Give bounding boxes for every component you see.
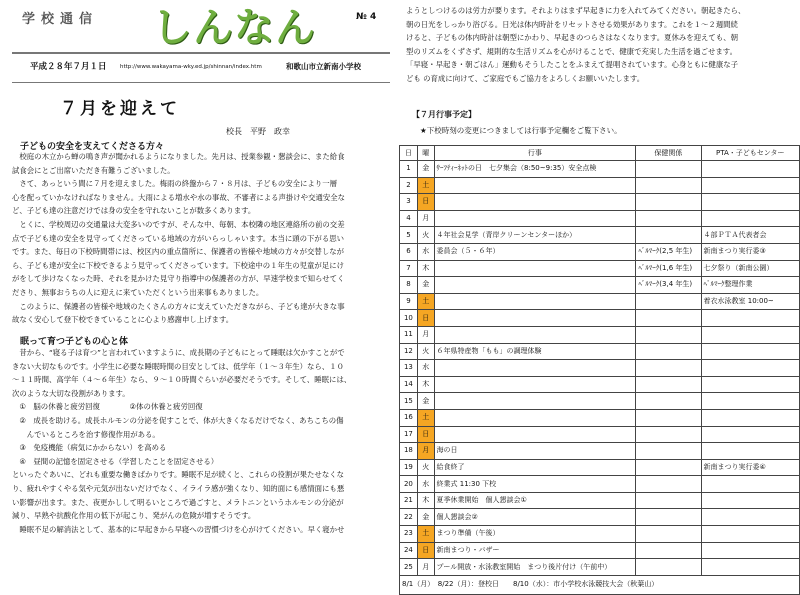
schedule-day: 7: [400, 260, 418, 277]
schedule-row: [400, 409, 800, 426]
schedule-day: 8: [400, 277, 418, 294]
masthead-title: しんなん: [152, 5, 316, 51]
schedule-health: [636, 559, 701, 576]
text-line: 次のような大切な役割があります。: [12, 388, 130, 398]
schedule-row: [400, 526, 800, 543]
schedule-health: [636, 476, 701, 493]
schedule-health: [636, 210, 701, 227]
schedule-event: [434, 360, 636, 377]
schedule-pta: [701, 526, 799, 543]
text-line: ① 脳の休養と疲労回復 ②体の休養と疲労回復: [12, 402, 203, 412]
text-line: がをして歩けなくなった時、それを見かけた見守り指導中の保護者の方が、早速学校まで知らせてく: [12, 274, 345, 284]
schedule-pta: [701, 210, 799, 227]
text-line: ～１１時間、高学年（４～６年生）なら、９～１０時間ぐらいが必要だそうです。そして、睡眠には、: [12, 375, 352, 385]
schedule-health: [636, 509, 701, 526]
schedule-row: [400, 194, 800, 211]
text-line: 朝の日光をしっかり浴びる。日光は体内時計をリセットさせる効果があります。これを１～２週間続: [406, 19, 738, 29]
schedule-event: 終業式 11:30 下校: [434, 476, 636, 493]
schedule-weekday: 月: [417, 210, 434, 227]
schedule-day: 12: [400, 343, 418, 360]
section2-body: [12, 346, 351, 536]
schedule-weekday: 土: [417, 293, 434, 310]
schedule-day: 1: [400, 161, 418, 178]
text-line: ようとしつけるのは労力が要ります。それよりはまず早起きに力を入れてみてください。朝起きたら、: [406, 6, 746, 15]
text-line: 昔から、“寝る子は育つ”と言われていますように、成長期の子どもにとって睡眠は欠かすことがで: [12, 348, 345, 357]
schedule-event: まつり準備（午後）: [434, 526, 636, 543]
schedule-event: [434, 310, 636, 327]
schedule-health: [636, 161, 701, 178]
schedule-pta: [701, 393, 799, 410]
schedule-row: [400, 542, 800, 559]
schedule-health: ﾍﾞﾙﾏｰｸ(1,6 年生): [636, 260, 701, 277]
schedule-day: 16: [400, 409, 418, 426]
school-name: 和歌山市立新南小学校: [286, 62, 361, 71]
text-line: とくに、学校周辺の交通量は大変多いのですが、そんな中、毎朝、本校隣の地区連絡所の前の交差: [12, 219, 345, 229]
schedule-event: プール開放・水泳教室開始 まつり後片付け（午前中）: [434, 559, 636, 576]
text-line: 校庭の木立から蝉の鳴き声が聞かれるようになりました。先月は、授業参観・懇談会に、また給食: [12, 152, 345, 161]
schedule-pta: [701, 409, 799, 426]
schedule-weekday: 水: [417, 476, 434, 493]
schedule-weekday: 日: [417, 310, 434, 327]
schedule-weekday: 木: [417, 376, 434, 393]
header-pta: PTA・子どもセンター: [701, 146, 799, 161]
schedule-pta: [701, 476, 799, 493]
schedule-event: [434, 177, 636, 194]
article-author: 校長 平野 政幸: [226, 127, 290, 136]
text-line: さて、あっという間に７月を迎えました。梅雨の終盤から７・８月は、子どもの安全により一層: [12, 179, 337, 189]
issue-url: http://www.wakayama-wky.ed.jp/shinnan/index.htm: [120, 64, 262, 70]
text-line: 「早寝・早起き・朝ごはん」運動もそうしたことをふまえて提唱されています。心身ともに健康な子: [406, 60, 738, 70]
schedule-row: [400, 509, 800, 526]
text-line: ださり、無事おうちの人に迎えに来ていただくという出来事もありました。: [12, 287, 264, 297]
schedule-event: [434, 409, 636, 426]
schedule-day: 24: [400, 542, 418, 559]
schedule-pta: 新南まつり実行委③: [701, 243, 799, 260]
schedule-weekday: 金: [417, 393, 434, 410]
masthead-small-title: 学校通信: [22, 12, 99, 27]
issue-number: № 4: [356, 12, 377, 22]
schedule-pta: [701, 376, 799, 393]
schedule-row: [400, 360, 800, 377]
schedule-day: 10: [400, 310, 418, 327]
text-line: り、疲れやすくやる気や元気が出ないだけでなく、イライラ感が強くなり、知的面にも感情面にも悪: [12, 483, 345, 493]
schedule-day: 2: [400, 177, 418, 194]
schedule-event: [434, 194, 636, 211]
schedule-health: ﾍﾞﾙﾏｰｸ(3,4 年生): [636, 277, 701, 294]
schedule-health: [636, 409, 701, 426]
schedule-weekday: 木: [417, 492, 434, 509]
schedule-health: [636, 443, 701, 460]
schedule-pta: ﾍﾞﾙﾏｰｸ整理作業: [701, 277, 799, 294]
schedule-event: 個人懇談会②: [434, 509, 636, 526]
schedule-weekday: 日: [417, 426, 434, 443]
schedule-row: [400, 426, 800, 443]
schedule-row: [400, 376, 800, 393]
schedule-day: 17: [400, 426, 418, 443]
schedule-health: [636, 360, 701, 377]
schedule-table: [399, 145, 800, 595]
schedule-pta: [701, 426, 799, 443]
schedule-event: [434, 210, 636, 227]
schedule-weekday: 水: [417, 360, 434, 377]
header-event: 行事: [434, 146, 636, 161]
schedule-weekday: 金: [417, 277, 434, 294]
schedule-row: [400, 277, 800, 294]
text-line: ② 成長を助ける。成長ホルモンの分泌を促すことで、体が大きくなるだけでなく、あちこちの傷: [12, 415, 344, 425]
schedule-event: 夏季休業開始 個人懇談会①: [434, 492, 636, 509]
schedule-day: 14: [400, 376, 418, 393]
schedule-row: [400, 343, 800, 360]
schedule-pta: [701, 509, 799, 526]
text-line: 睡眠不足の解消法として、基本的に早起きから早寝への習慣づけを心がけてください。早く寝かせ: [12, 524, 345, 534]
text-line: 型のリズムをくずさず、規則的な生活リズムを心がけることで、健康で充実した生活を過ごせます。: [406, 46, 737, 56]
schedule-row: [400, 559, 800, 576]
schedule-header-row: [400, 146, 800, 161]
text-line: 心を配っていかなければなりません。大雨による増水や水の事故、不審者による声掛けや交通安全な: [12, 192, 346, 202]
schedule-day: 9: [400, 293, 418, 310]
schedule-weekday: 土: [417, 409, 434, 426]
schedule-weekday: 火: [417, 227, 434, 244]
schedule-pta: 七夕祭り（新南公園）: [701, 260, 799, 277]
schedule-weekday: 火: [417, 343, 434, 360]
schedule-pta: ４部ＰＴＡ代表者会: [701, 227, 799, 244]
text-line: 故なく安心して登下校できていることに心より感謝申し上げます。: [12, 315, 234, 325]
schedule-row: [400, 260, 800, 277]
schedule-pta: 着衣水泳教室 10:00~: [701, 293, 799, 310]
schedule-weekday: 火: [417, 459, 434, 476]
text-line: んでいるところを治す修復作用がある。: [12, 429, 160, 439]
schedule-health: [636, 376, 701, 393]
schedule-row: [400, 326, 800, 343]
schedule-health: [636, 194, 701, 211]
schedule-health: ﾍﾞﾙﾏｰｸ(2,5 年生): [636, 243, 701, 260]
schedule-row: [400, 492, 800, 509]
text-line: ど、子ども達の注意だけでは身の安全を守れないことが数多くあります。: [12, 206, 256, 216]
schedule-weekday: 月: [417, 326, 434, 343]
schedule-health: [636, 343, 701, 360]
schedule-day: 18: [400, 443, 418, 460]
schedule-health: [636, 293, 701, 310]
text-line: けると、子どもの体内時計は朝型にかわり、早起きのつらさはなくなります。夏休みを迎えても、朝: [406, 33, 738, 43]
schedule-row: [400, 393, 800, 410]
text-line: 減り、早熟や抗酸化作用の低下が起こり、発がんの危険が増すそうです。: [12, 511, 256, 521]
schedule-footer: 8/1（月） 8/22（月）：登校日 8/10（水）：市小学校水泳競技大会（秋葉山）: [400, 575, 800, 594]
schedule-day: 25: [400, 559, 418, 576]
schedule-event: [434, 293, 636, 310]
schedule-event: 給食終了: [434, 459, 636, 476]
schedule-footer-row: [400, 575, 800, 594]
schedule-weekday: 月: [417, 443, 434, 460]
schedule-event: 委員会（５・６年）: [434, 243, 636, 260]
schedule-row: [400, 293, 800, 310]
schedule-event: [434, 376, 636, 393]
header-health: 保健関係: [636, 146, 701, 161]
schedule-row: [400, 476, 800, 493]
schedule-health: [636, 542, 701, 559]
article-continuation: [406, 4, 745, 86]
schedule-pta: [701, 542, 799, 559]
schedule-pta: 新南まつり実行委④: [701, 459, 799, 476]
schedule-pta: [701, 343, 799, 360]
schedule-row: [400, 459, 800, 476]
schedule-row: [400, 310, 800, 327]
schedule-pta: [701, 326, 799, 343]
section1-heading: 子どもの安全を支えてくださる方々: [20, 142, 165, 152]
schedule-pta: [701, 194, 799, 211]
schedule-day: 23: [400, 526, 418, 543]
schedule-health: [636, 426, 701, 443]
text-line: ら、子ども達が安全に下校できるよう見守ってくださっています。下校途中の１年生の児童が足にけ: [12, 260, 344, 270]
text-line: このように、保護者の皆様や地域のたくさんの方々に支えていただきながら、子ども達が大きな事: [12, 301, 345, 311]
schedule-pta: [701, 492, 799, 509]
schedule-row: [400, 227, 800, 244]
schedule-event: ６年県特産物「もも」の調理体験: [434, 343, 636, 360]
schedule-event: [434, 277, 636, 294]
schedule-weekday: 月: [417, 559, 434, 576]
schedule-pta: [701, 360, 799, 377]
schedule-row: [400, 177, 800, 194]
schedule-row: [400, 243, 800, 260]
schedule-row: [400, 210, 800, 227]
schedule-weekday: 金: [417, 509, 434, 526]
schedule-day: 4: [400, 210, 418, 227]
schedule-health: [636, 326, 701, 343]
schedule-pta: [701, 161, 799, 178]
schedule-health: [636, 177, 701, 194]
schedule-pta: [701, 559, 799, 576]
schedule-note: ★下校時刻の変更につきましては行事予定欄をご覧下さい。: [420, 126, 622, 135]
header-weekday: 曜: [417, 146, 434, 161]
schedule-event: ｻｰﾌﾃｨｰﾈｯﾄの日 七夕集会（8:50~9:35）安全点検: [434, 161, 636, 178]
schedule-day: 3: [400, 194, 418, 211]
text-line: といったぐあいに、どれも重要な働きばかりです。睡眠不足が続くと、これらの役割が果たせなくな: [12, 470, 344, 480]
section2-heading: 眠って育つ子どもの心と体: [20, 337, 129, 347]
header-day: 日: [400, 146, 418, 161]
schedule-health: [636, 227, 701, 244]
schedule-health: [636, 459, 701, 476]
text-line: 試食会にとご出席いただき有難うございました。: [12, 165, 175, 175]
schedule-health: [636, 310, 701, 327]
schedule-weekday: 金: [417, 161, 434, 178]
schedule-day: 20: [400, 476, 418, 493]
schedule-health: [636, 492, 701, 509]
schedule-health: [636, 393, 701, 410]
schedule-weekday: 日: [417, 194, 434, 211]
issue-date: 平成２８年７月１日: [30, 62, 107, 72]
schedule-row: [400, 443, 800, 460]
schedule-event: 新南まつり・バザー: [434, 542, 636, 559]
schedule-day: 22: [400, 509, 418, 526]
schedule-event: ４年社会見学（青岸クリーンセンターほか）: [434, 227, 636, 244]
masthead-bottom-divider: [12, 82, 390, 83]
schedule-day: 13: [400, 360, 418, 377]
schedule-pta: [701, 443, 799, 460]
schedule-health: [636, 526, 701, 543]
text-line: です。また、毎日の下校時間帯には、校区内の重点箇所に、保護者の皆様や地域の方々が交替しなが: [12, 247, 344, 257]
schedule-title: 【７月行事予定】: [412, 110, 476, 119]
schedule-weekday: 水: [417, 243, 434, 260]
masthead-divider: [12, 52, 390, 54]
text-line: い影響が出ます。また、夜更かしして明るいところで過ごすと、メラトニンというホルモンの分泌が: [12, 497, 344, 507]
schedule-event: [434, 426, 636, 443]
schedule-day: 21: [400, 492, 418, 509]
schedule-event: [434, 326, 636, 343]
schedule-day: 6: [400, 243, 418, 260]
text-line: ども の育成に向けて、ご家庭でもご協力をよろしくお願いいたします。: [406, 73, 645, 83]
schedule-event: [434, 393, 636, 410]
schedule-weekday: 土: [417, 177, 434, 194]
schedule-weekday: 土: [417, 526, 434, 543]
article-title: ７月を迎えて: [60, 99, 180, 119]
schedule-day: 11: [400, 326, 418, 343]
schedule-day: 15: [400, 393, 418, 410]
schedule-day: 19: [400, 459, 418, 476]
text-line: ③ 免疫機能（病気にかからない）を高める: [12, 443, 167, 453]
schedule-weekday: 木: [417, 260, 434, 277]
text-line: ④ 昼間の記憶を固定させる（学習したことを固定させる）: [12, 456, 219, 466]
section1-body: [12, 150, 345, 327]
schedule-pta: [701, 310, 799, 327]
text-line: 点で子ども達の安全を見守ってくださっている地域の方がいらっしゃいます。本当に頭の下がる思い: [12, 233, 344, 243]
schedule-event: 海の日: [434, 443, 636, 460]
schedule-event: [434, 260, 636, 277]
schedule-row: [400, 161, 800, 178]
text-line: きない大切なものです。小学生に必要な睡眠時間の目安としては、低学年（１～３年生）なら、１０: [12, 361, 344, 371]
schedule-pta: [701, 177, 799, 194]
schedule-day: 5: [400, 227, 418, 244]
schedule-weekday: 日: [417, 542, 434, 559]
